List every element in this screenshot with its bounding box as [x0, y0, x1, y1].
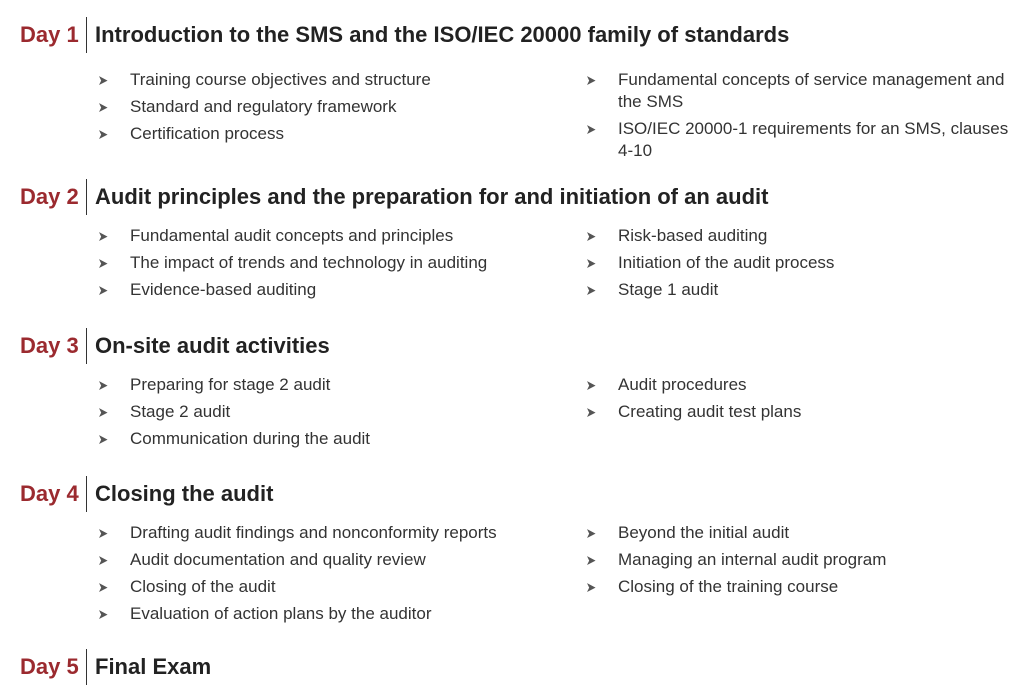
arrow-icon: ➤: [97, 255, 109, 271]
topic-text: Audit documentation and quality review: [130, 550, 426, 569]
day-5-header: [20, 649, 211, 685]
topic-list-right: [585, 69, 1020, 167]
list-item: [97, 549, 567, 571]
arrow-icon: ➤: [585, 579, 597, 595]
day-2-header: [20, 179, 768, 215]
topic-text: Training course objectives and structure: [130, 70, 431, 89]
list-item: [585, 401, 1020, 423]
topic-text: ISO/IEC 20000-1 requirements for an SMS, clauses 4-10: [618, 119, 1009, 160]
day-title: Audit principles and the preparation for and initiation of an audit: [95, 184, 769, 209]
list-item: [585, 69, 1020, 113]
list-item: [97, 123, 567, 145]
arrow-icon: ➤: [585, 121, 597, 137]
arrow-icon: ➤: [97, 377, 109, 393]
topic-list-left: [97, 374, 567, 455]
topic-text: Audit procedures: [618, 375, 747, 394]
list-item: [585, 576, 1020, 598]
topic-text: Communication during the audit: [130, 429, 371, 448]
arrow-icon: ➤: [585, 72, 597, 88]
arrow-icon: ➤: [97, 525, 109, 541]
topic-text: Fundamental audit concepts and principles: [130, 226, 454, 245]
list-item: [97, 603, 567, 625]
topic-text: Creating audit test plans: [618, 402, 802, 421]
topic-text: Beyond the initial audit: [618, 523, 790, 542]
topic-text: Certification process: [130, 124, 285, 143]
list-item: [97, 69, 567, 91]
topic-text: Initiation of the audit process: [618, 253, 835, 272]
topic-list-left: [97, 225, 567, 306]
arrow-icon: ➤: [97, 72, 109, 88]
topic-text: Closing of the audit: [130, 577, 276, 596]
divider: [86, 17, 87, 53]
topic-text: Risk-based auditing: [618, 226, 768, 245]
list-item: [585, 549, 1020, 571]
topic-list-right: [585, 374, 1020, 428]
list-item: [97, 374, 567, 396]
topic-text: Standard and regulatory framework: [130, 97, 397, 116]
topic-text: Fundamental concepts of service management and the SMS: [618, 70, 1005, 111]
arrow-icon: ➤: [585, 228, 597, 244]
divider: [86, 476, 87, 512]
topic-list-right: [585, 225, 1020, 306]
topic-text: Evidence-based auditing: [130, 280, 317, 299]
list-item: [97, 401, 567, 423]
day-title: Introduction to the SMS and the ISO/IEC 20000 family of standards: [95, 22, 790, 47]
topic-text: Stage 2 audit: [130, 402, 231, 421]
topic-text: Drafting audit findings and nonconformity reports: [130, 523, 497, 542]
arrow-icon: ➤: [585, 377, 597, 393]
list-item: [585, 279, 1020, 301]
day-3-header: [20, 328, 330, 364]
arrow-icon: ➤: [97, 282, 109, 298]
day-label: Day 3: [20, 333, 79, 358]
list-item: [97, 225, 567, 247]
topic-text: Evaluation of action plans by the auditor: [130, 604, 432, 623]
topic-list-left: [97, 69, 567, 150]
arrow-icon: ➤: [97, 126, 109, 142]
arrow-icon: ➤: [585, 282, 597, 298]
topic-list-right: [585, 522, 1020, 603]
arrow-icon: ➤: [97, 552, 109, 568]
arrow-icon: ➤: [585, 525, 597, 541]
topic-text: Managing an internal audit program: [618, 550, 887, 569]
list-item: [585, 374, 1020, 396]
arrow-icon: ➤: [97, 431, 109, 447]
arrow-icon: ➤: [585, 552, 597, 568]
topic-list-left: [97, 522, 567, 630]
day-label: Day 1: [20, 22, 79, 47]
topic-text: Preparing for stage 2 audit: [130, 375, 331, 394]
day-title: Final Exam: [95, 654, 212, 679]
arrow-icon: ➤: [97, 606, 109, 622]
topic-text: Closing of the training course: [618, 577, 839, 596]
day-1-header: [20, 17, 789, 53]
list-item: [97, 522, 567, 544]
day-label: Day 4: [20, 481, 79, 506]
list-item: [97, 279, 567, 301]
arrow-icon: ➤: [585, 404, 597, 420]
arrow-icon: ➤: [97, 228, 109, 244]
topic-text: The impact of trends and technology in auditing: [130, 253, 488, 272]
list-item: [97, 96, 567, 118]
divider: [86, 328, 87, 364]
day-4-header: [20, 476, 273, 512]
list-item: [585, 225, 1020, 247]
day-title: Closing the audit: [95, 481, 274, 506]
divider: [86, 649, 87, 685]
divider: [86, 179, 87, 215]
arrow-icon: ➤: [97, 404, 109, 420]
topic-text: Stage 1 audit: [618, 280, 719, 299]
list-item: [97, 428, 567, 450]
day-title: On-site audit activities: [95, 333, 330, 358]
arrow-icon: ➤: [97, 99, 109, 115]
list-item: [97, 576, 567, 598]
list-item: [585, 118, 1020, 162]
list-item: [585, 252, 1020, 274]
day-label: Day 2: [20, 184, 79, 209]
arrow-icon: ➤: [585, 255, 597, 271]
arrow-icon: ➤: [97, 579, 109, 595]
day-label: Day 5: [20, 654, 79, 679]
list-item: [585, 522, 1020, 544]
list-item: [97, 252, 567, 274]
